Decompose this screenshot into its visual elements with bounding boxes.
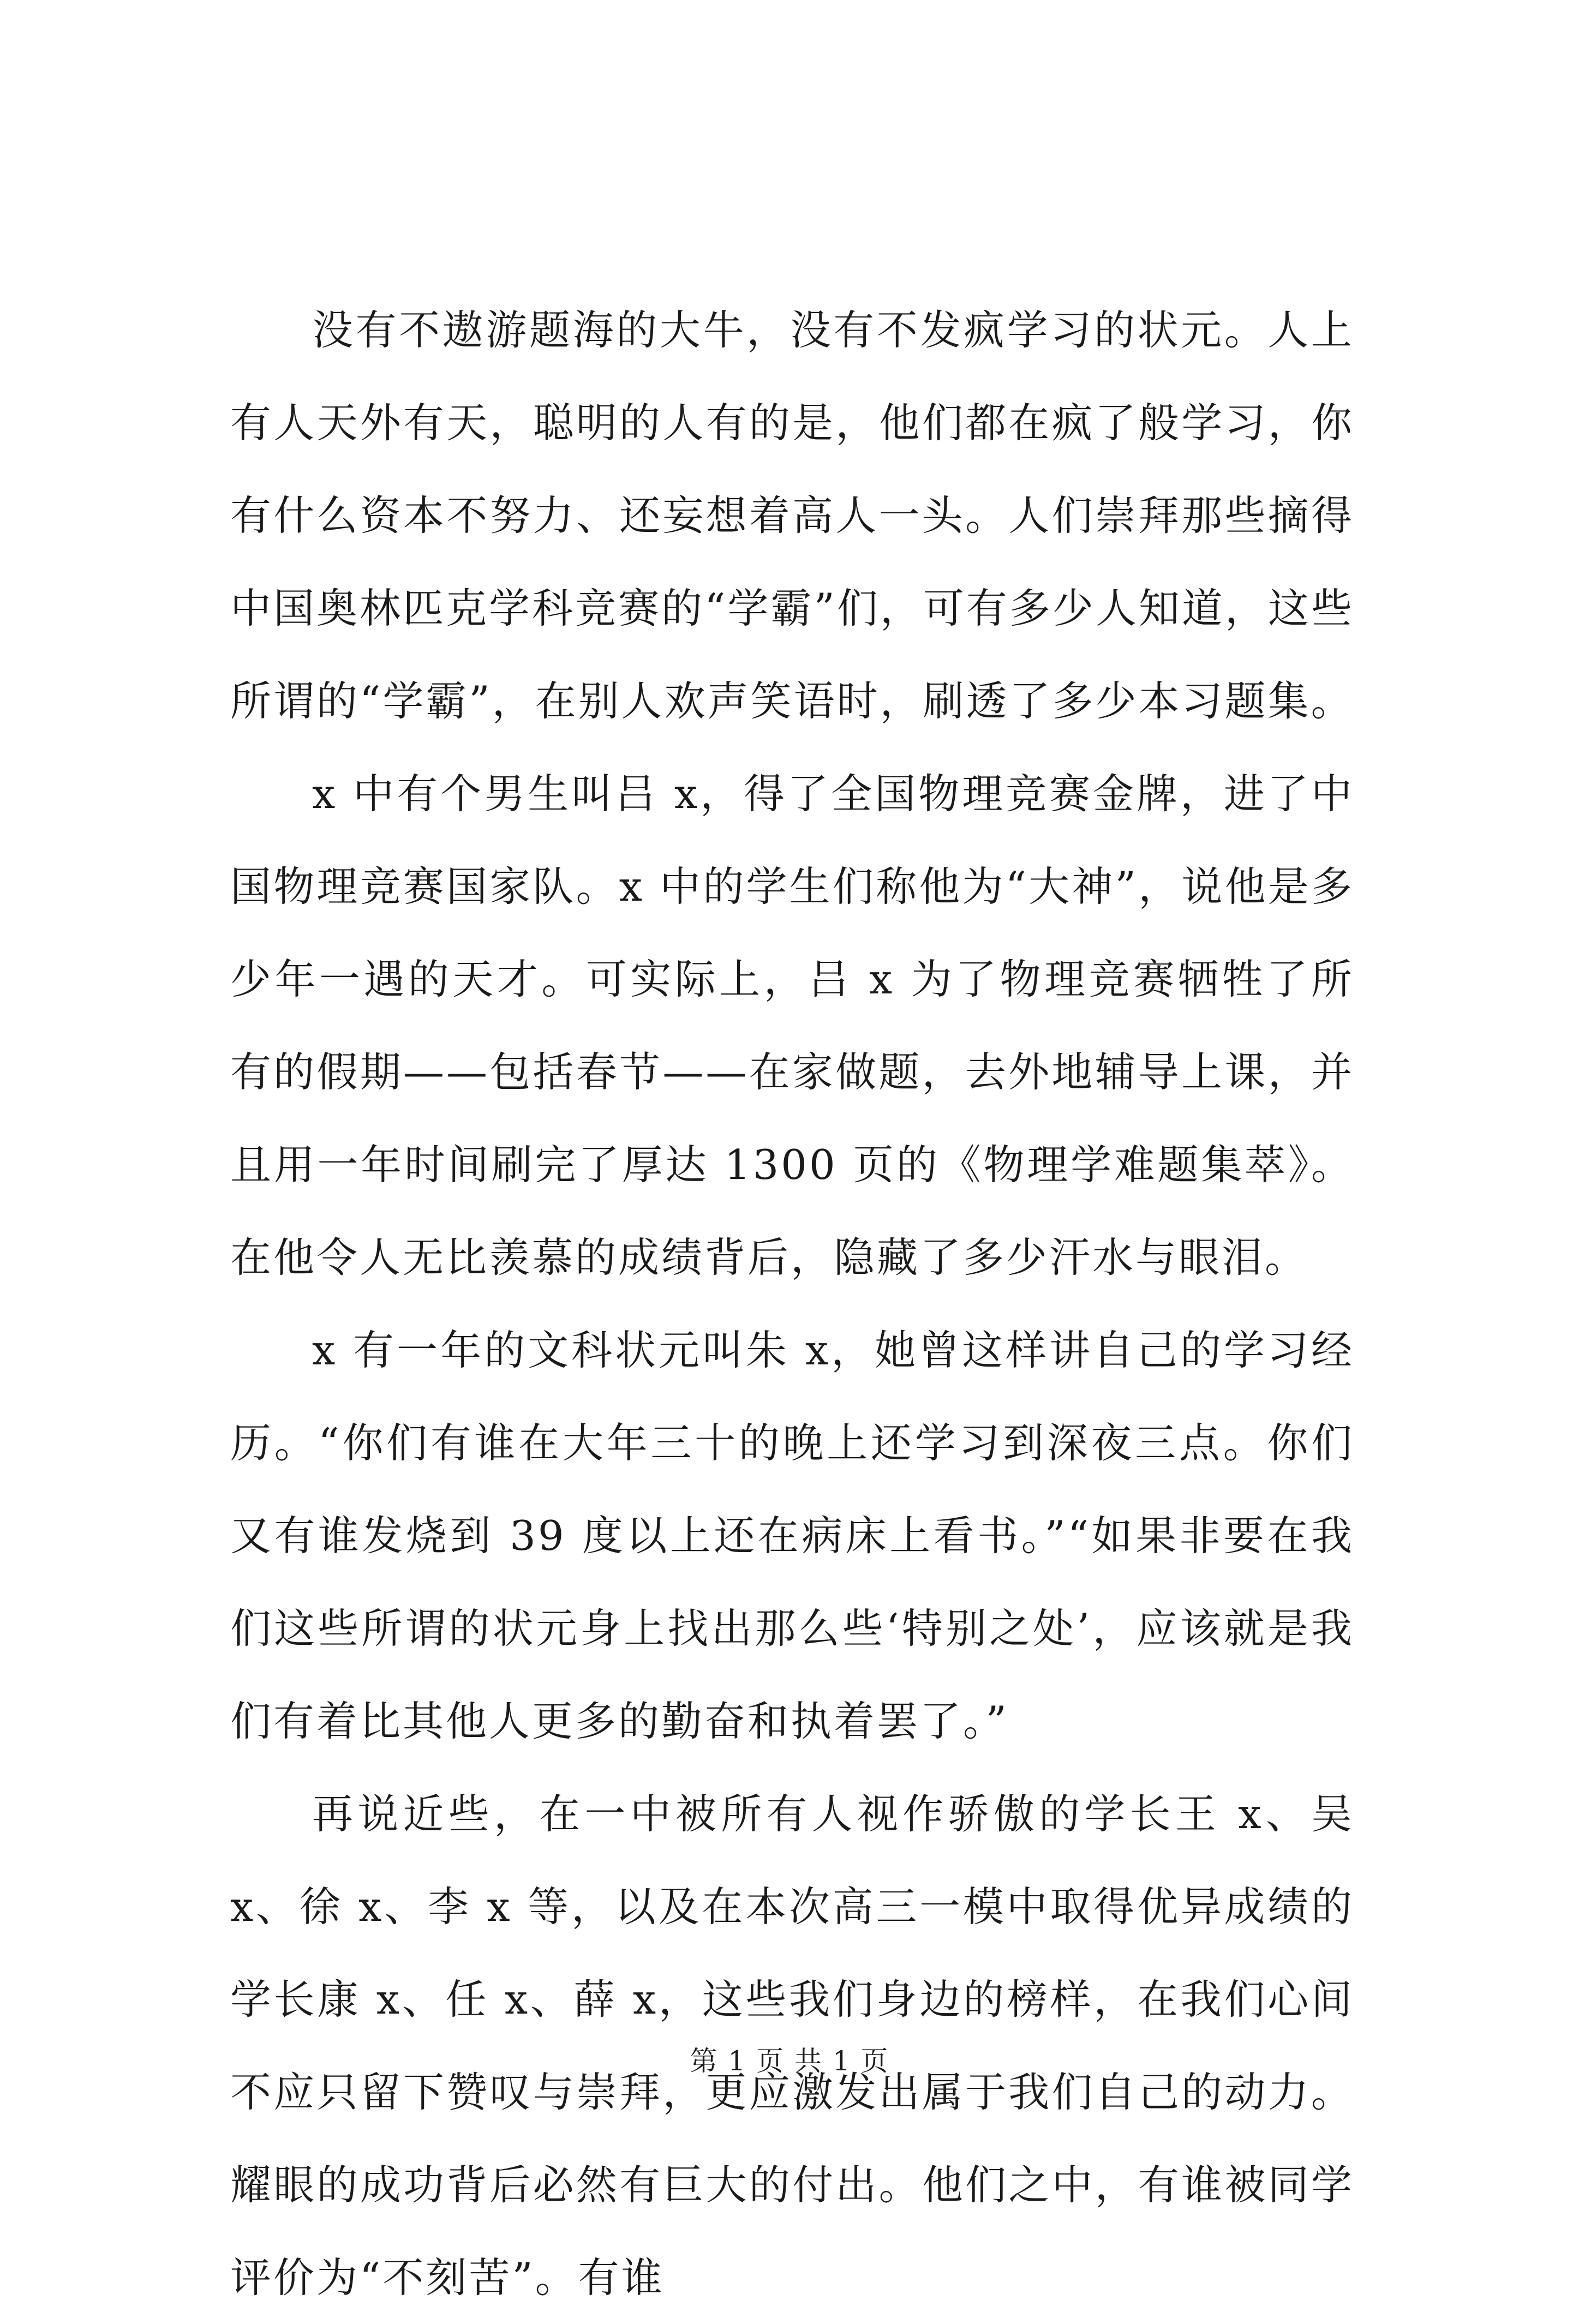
paragraph: 再说近些，在一中被所有人视作骄傲的学长王 x、吴 x、徐 x、李 x 等，以及在本次高三一模中取得优异成绩的学长康 x、任 x、薛 x，这些我们身边的榜样，在我们心间不应只留下赞叹与崇拜，更应激发出属于我们自己的动力。耀眼的成功背后必然有巨大的付出。他们之中，有谁被同学评价为“不刻苦”。有谁 [230, 1790, 1354, 2302]
document-body [230, 284, 1354, 2324]
paragraph: x 有一年的文科状元叫朱 x，她曾这样讲自己的学习经历。“你们有谁在大年三十的晚上还学习到深夜三点。你们又有谁发烧到 39 度以上还在病床上看书。”“如果非要在我们这些所谓的状元身上找出那么些‘特别之处’，应该就是我们有着比其他人更多的勤奋和执着罢了。” [230, 1326, 1354, 1745]
page-footer: 第 1 页 共 1 页 [690, 2045, 889, 2077]
paragraph: 没有不遨游题海的大牛，没有不发疯学习的状元。人上有人天外有天，聪明的人有的是，他们都在疯了般学习，你有什么资本不努力、还妄想着高人一头。人们崇拜那些摘得中国奥林匹克学科竞赛的“学霸”们，可有多少人知道，这些所谓的“学霸”，在别人欢声笑语时，刷透了多少本习题集。 [230, 306, 1354, 725]
paragraph: x 中有个男生叫吕 x，得了全国物理竞赛金牌，进了中国物理竞赛国家队。x 中的学生们称他为“大神”，说他是多少年一遇的天才。可实际上，吕 x 为了物理竞赛牺牲了所有的假期——包括春节——在家做题，去外地辅导上课，并且用一年时间刷完了厚达 1300 页的《物理学难题集萃》。在他令人无比羡慕的成绩背后，隐藏了多少汗水与眼泪。 [230, 770, 1354, 1281]
